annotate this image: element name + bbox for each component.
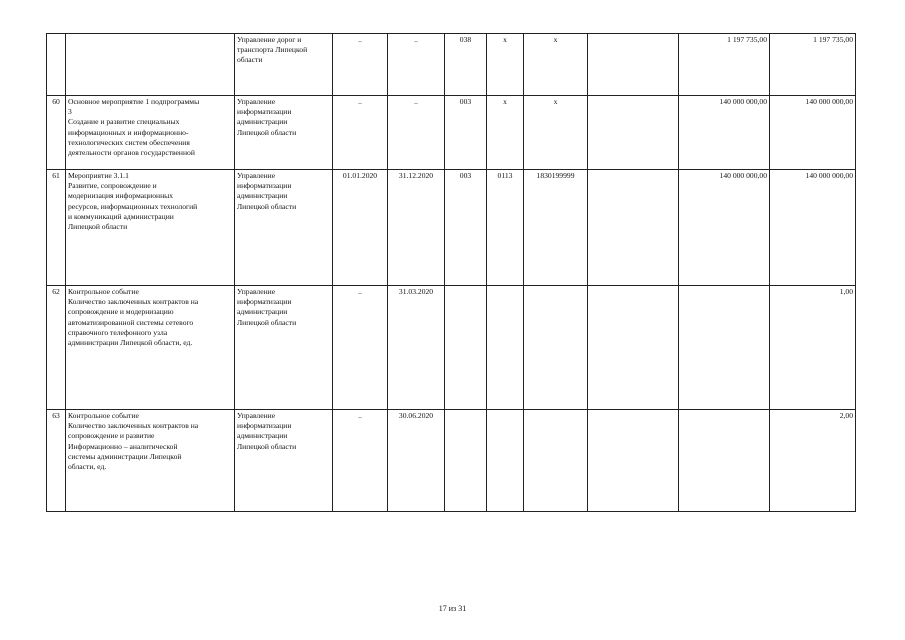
- event-name-line: деятельности органов государственной: [68, 148, 195, 158]
- start-date-cell: ..: [333, 96, 388, 170]
- budget-table: [46, 33, 856, 512]
- total-amount-cell: 2,00: [770, 410, 856, 512]
- executor-line: транспорта Липецкой: [237, 45, 308, 55]
- event-name-line: информационных и информационно-: [68, 127, 189, 137]
- total-amount-cell: 140 000 000,00: [770, 170, 856, 286]
- expense-type-cell: [588, 286, 679, 410]
- start-date-cell: ..: [333, 34, 388, 96]
- table-body: [47, 34, 856, 512]
- row-number-cell: 62: [47, 286, 66, 410]
- amount-cell: [679, 410, 770, 512]
- event-name-line: Количество заключенных контрактов на: [68, 297, 199, 307]
- section-code-cell: [487, 410, 524, 512]
- expense-type-cell: [588, 96, 679, 170]
- event-name-line: администрации Липецкой области, ед.: [68, 338, 193, 348]
- amount-cell: [679, 286, 770, 410]
- event-name-cell: [66, 96, 235, 170]
- event-name-line: модернизация информационных: [68, 191, 174, 201]
- event-name-line: Контрольное событие: [68, 411, 139, 420]
- event-name-cell: [66, 170, 235, 286]
- executor-line: области: [237, 55, 263, 65]
- executor-line: Управление дорог и: [237, 35, 302, 44]
- grbs-code-cell: 003: [445, 96, 487, 170]
- amount-cell: 140 000 000,00: [679, 96, 770, 170]
- expense-type-cell: [588, 170, 679, 286]
- end-date-cell: ..: [388, 96, 445, 170]
- executor-line: администрации: [237, 431, 288, 441]
- page-number: 17 из 31: [438, 604, 467, 613]
- event-name-line: Развитие, сопровождение и: [68, 181, 157, 191]
- executor-cell: [235, 96, 333, 170]
- event-name-line: Мероприятие 3.1.1: [68, 171, 129, 180]
- event-name-line: сопровождение и модернизацию: [68, 307, 174, 317]
- event-name-line: сопровождение и развитие: [68, 431, 155, 441]
- target-article-cell: 1830199999: [524, 170, 588, 286]
- event-name-line: Липецкой области: [68, 222, 128, 232]
- executor-cell: [235, 34, 333, 96]
- end-date-cell: 31.03.2020: [388, 286, 445, 410]
- row-number-cell: [47, 34, 66, 96]
- executor-line: Липецкой области: [237, 317, 297, 327]
- grbs-code-cell: 003: [445, 170, 487, 286]
- event-name-cell: [66, 410, 235, 512]
- table-row: [47, 34, 856, 96]
- event-name-line: системы администрации Липецкой: [68, 451, 182, 461]
- executor-line: Управление: [237, 97, 276, 106]
- target-article-cell: [524, 286, 588, 410]
- target-article-cell: x: [524, 96, 588, 170]
- total-amount-cell: 1,00: [770, 286, 856, 410]
- amount-cell: 1 197 735,00: [679, 34, 770, 96]
- row-number-cell: 63: [47, 410, 66, 512]
- table-row: [47, 286, 856, 410]
- grbs-code-cell: [445, 286, 487, 410]
- executor-line: Липецкой области: [237, 441, 297, 451]
- start-date-cell: ..: [333, 410, 388, 512]
- executor-line: Липецкой области: [237, 201, 297, 211]
- executor-cell: [235, 286, 333, 410]
- executor-line: информатизации: [237, 107, 292, 117]
- section-code-cell: 0113: [487, 170, 524, 286]
- executor-line: информатизации: [237, 421, 292, 431]
- event-name-line: Создание и развитие специальных: [68, 117, 180, 127]
- event-name-line: ресурсов, информационных технологий: [68, 201, 198, 211]
- section-code-cell: x: [487, 96, 524, 170]
- row-number-cell: 60: [47, 96, 66, 170]
- executor-line: Управление: [237, 287, 276, 296]
- table-row: [47, 170, 856, 286]
- executor-line: Управление: [237, 411, 276, 420]
- event-name-cell: [66, 286, 235, 410]
- executor-cell: [235, 410, 333, 512]
- executor-line: информатизации: [237, 297, 292, 307]
- event-name-line: Основное мероприятие 1 подпрограммы: [68, 97, 200, 106]
- executor-cell: [235, 170, 333, 286]
- start-date-cell: ..: [333, 286, 388, 410]
- grbs-code-cell: [445, 410, 487, 512]
- event-name-line: области, ед.: [68, 462, 107, 472]
- total-amount-cell: 140 000 000,00: [770, 96, 856, 170]
- target-article-cell: [524, 410, 588, 512]
- executor-line: Управление: [237, 171, 276, 180]
- table-row: [47, 96, 856, 170]
- event-name-line: Информационно – аналитической: [68, 441, 178, 451]
- event-name-line: Количество заключенных контрактов на: [68, 421, 199, 431]
- end-date-cell: 30.06.2020: [388, 410, 445, 512]
- event-name-line: 3: [68, 107, 72, 117]
- section-code-cell: [487, 286, 524, 410]
- executor-line: администрации: [237, 191, 288, 201]
- executor-line: администрации: [237, 117, 288, 127]
- event-name-line: справочного телефонного узла: [68, 327, 168, 337]
- executor-line: администрации: [237, 307, 288, 317]
- amount-cell: 140 000 000,00: [679, 170, 770, 286]
- start-date-cell: 01.01.2020: [333, 170, 388, 286]
- event-name-cell: [66, 34, 235, 96]
- section-code-cell: x: [487, 34, 524, 96]
- end-date-cell: ..: [388, 34, 445, 96]
- executor-line: Липецкой области: [237, 127, 297, 137]
- event-name-line: Контрольное событие: [68, 287, 139, 296]
- event-name-line: и коммуникаций администрации: [68, 211, 174, 221]
- event-name-line: технологических систем обеспечения: [68, 137, 190, 147]
- expense-type-cell: [588, 410, 679, 512]
- executor-line: информатизации: [237, 181, 292, 191]
- row-number-cell: 61: [47, 170, 66, 286]
- grbs-code-cell: 038: [445, 34, 487, 96]
- expense-type-cell: [588, 34, 679, 96]
- table-row: [47, 410, 856, 512]
- target-article-cell: x: [524, 34, 588, 96]
- total-amount-cell: 1 197 735,00: [770, 34, 856, 96]
- event-name-line: автоматизированной системы сетевого: [68, 317, 194, 327]
- end-date-cell: 31.12.2020: [388, 170, 445, 286]
